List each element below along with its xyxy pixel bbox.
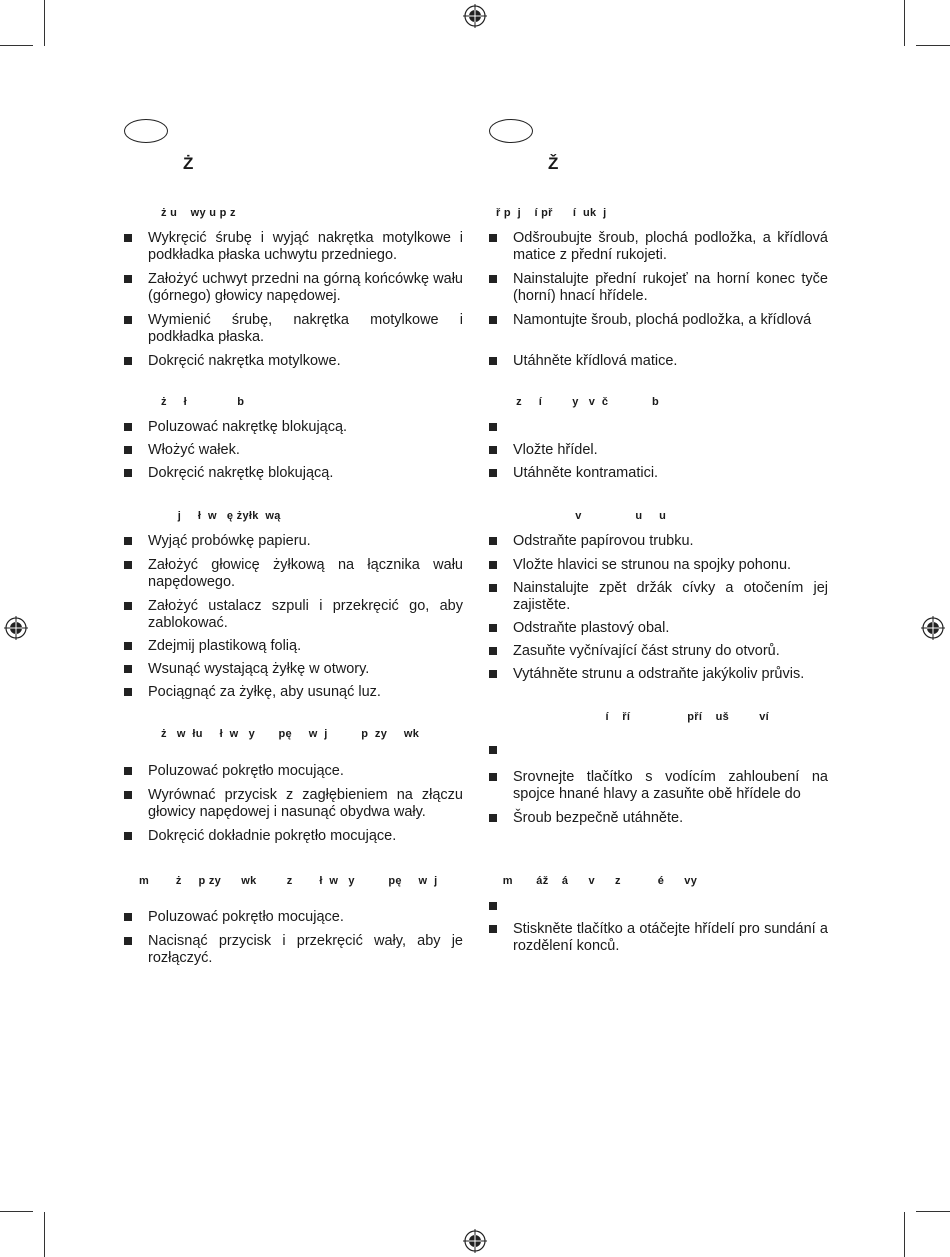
- list-item: Dokręcić nakrętka motylkowe.: [123, 353, 463, 370]
- crop-mark: [44, 0, 45, 46]
- bullet-icon: [124, 357, 132, 365]
- list-item: Utáhněte křídlová matice.: [488, 353, 828, 370]
- list-item: Odstraňte papírovou trubku.: [488, 533, 828, 550]
- crop-mark: [0, 1211, 33, 1212]
- list-item: Wyjąć probówkę papieru.: [123, 533, 463, 550]
- bullet-icon: [489, 584, 497, 592]
- bullet-icon: [489, 537, 497, 545]
- list-item: Zdejmij plastikową folią.: [123, 638, 463, 655]
- list-item: Nainstalujte zpět držák cívky a otočením jej zajistěte.: [488, 580, 828, 614]
- list-item: [488, 898, 828, 915]
- bullet-icon: [489, 902, 497, 910]
- bullet-icon: [489, 746, 497, 754]
- list-item: Namontujte šroub, plochá podložka, a křídlová: [488, 312, 828, 346]
- crop-mark: [904, 0, 905, 46]
- registration-mark-icon: [921, 616, 945, 640]
- bullet-icon: [124, 688, 132, 696]
- section-front-handle: [123, 206, 463, 370]
- page-title: Ž: [548, 154, 559, 173]
- list-item: Utáhněte kontramatici.: [488, 465, 828, 482]
- list-item: Nacisnąć przycisk i przekręcić wały, aby je rozłączyć.: [123, 933, 463, 967]
- bullet-icon: [124, 469, 132, 477]
- crop-mark: [904, 1212, 905, 1257]
- bullet-icon: [489, 773, 497, 781]
- bullet-icon: [489, 624, 497, 632]
- bullet-icon: [124, 767, 132, 775]
- section-heading: m ż p zy wk z ł w y pę w j: [139, 875, 438, 887]
- bullet-icon: [124, 316, 132, 324]
- list-item: Vložte hlavici se strunou na spojky pohonu.: [488, 557, 828, 574]
- list-item: Wymienić śrubę, nakrętka motylkowe i podkładka płaska.: [123, 312, 463, 346]
- list-item: Włożyć wałek.: [123, 442, 463, 459]
- section-heading: m áž á v z é vy: [496, 875, 698, 887]
- list-item: [488, 742, 828, 759]
- bullet-icon: [124, 537, 132, 545]
- list-item: Wykręcić śrubę i wyjąć nakrętka motylkowe i podkładka płaska uchwytu przedniego.: [123, 230, 463, 264]
- list-item: Poluzować pokrętło mocujące.: [123, 763, 463, 780]
- section-line-head: [488, 509, 828, 683]
- section-line-head: [123, 509, 463, 701]
- registration-mark-icon: [4, 616, 28, 640]
- crop-mark: [916, 45, 950, 46]
- list-item: Srovnejte tlačítko s vodícím zahloubení na spojce hnané hlavy a zasuňte obě hřídele do: [488, 769, 828, 803]
- section-front-handle: [488, 206, 828, 370]
- bullet-icon: [124, 561, 132, 569]
- bullet-icon: [124, 423, 132, 431]
- language-badge: [489, 119, 533, 143]
- list-item: Stiskněte tlačítko a otáčejte hřídelí pro sundání a rozdělení konců.: [488, 921, 828, 955]
- list-item: Dokręcić nakrętkę blokującą.: [123, 465, 463, 482]
- list-item: Dokręcić dokładnie pokrętło mocujące.: [123, 828, 463, 845]
- list-item: Założyć głowicę żyłkową na łącznika wału napędowego.: [123, 557, 463, 591]
- section-heading: í ří pří uš ví: [488, 711, 770, 723]
- section-heading: ż w łu ł w y pę w j p zy wk: [161, 728, 420, 740]
- list-item: Odstraňte plastový obal.: [488, 620, 828, 637]
- bullet-icon: [489, 925, 497, 933]
- bullet-icon: [124, 913, 132, 921]
- bullet-icon: [124, 275, 132, 283]
- list-item: Vložte hřídel.: [488, 442, 828, 459]
- bullet-icon: [489, 275, 497, 283]
- page-title: Ż: [183, 154, 194, 173]
- registration-mark-icon: [463, 1229, 487, 1253]
- bullet-icon: [489, 316, 497, 324]
- list-item: Nainstalujte přední rukojeť na horní konec tyče (horní) hnací hřídele.: [488, 271, 828, 305]
- section-connect-shafts: [123, 727, 463, 845]
- list-item: Wsunąć wystającą żyłkę w otwory.: [123, 661, 463, 678]
- bullet-icon: [124, 791, 132, 799]
- bullet-icon: [489, 446, 497, 454]
- crop-mark: [916, 1211, 950, 1212]
- section-heading: ř p j í př í uk j: [496, 207, 607, 219]
- bullet-icon: [489, 561, 497, 569]
- list-item: Zasuňte vyčnívající část struny do otvorů.: [488, 643, 828, 660]
- bullet-icon: [124, 602, 132, 610]
- section-connect-shafts: [488, 710, 828, 827]
- list-item: Šroub bezpečně utáhněte.: [488, 810, 828, 827]
- section-heading: j ł w ę żyłk wą: [161, 510, 281, 522]
- list-item: Założyć ustalacz szpuli i przekręcić go, aby zablokować.: [123, 598, 463, 632]
- bullet-icon: [124, 665, 132, 673]
- list-item: Odšroubujte šroub, plochá podložka, a křídlová matice z přední rukojeti.: [488, 230, 828, 264]
- bullet-icon: [489, 357, 497, 365]
- crop-mark: [44, 1212, 45, 1257]
- bullet-icon: [489, 423, 497, 431]
- list-item: Vytáhněte strunu a odstraňte jakýkoliv průvis.: [488, 666, 828, 683]
- section-shaft: [488, 395, 828, 482]
- list-item: Wyrównać przycisk z zagłębieniem na złączu głowicy napędowej i nasunąć obydwa wały.: [123, 787, 463, 821]
- bullet-icon: [489, 647, 497, 655]
- bullet-icon: [124, 642, 132, 650]
- section-heading: ż ł b: [161, 396, 245, 408]
- crop-mark: [0, 45, 33, 46]
- bullet-icon: [489, 234, 497, 242]
- section-disconnect-shafts: [123, 874, 463, 967]
- list-item: [488, 419, 828, 436]
- bullet-icon: [489, 670, 497, 678]
- list-item: Poluzować pokrętło mocujące.: [123, 909, 463, 926]
- bullet-icon: [489, 469, 497, 477]
- bullet-icon: [124, 234, 132, 242]
- section-heading: ż u wy u p z: [161, 207, 236, 219]
- bullet-icon: [124, 832, 132, 840]
- list-item: Założyć uchwyt przedni na górną końcówkę wału (górnego) głowicy napędowej.: [123, 271, 463, 305]
- language-badge: [124, 119, 168, 143]
- registration-mark-icon: [463, 4, 487, 28]
- section-shaft: [123, 395, 463, 482]
- bullet-icon: [124, 446, 132, 454]
- list-item: Pociągnąć za żyłkę, aby usunąć luz.: [123, 684, 463, 701]
- section-disconnect-shafts: [488, 874, 828, 955]
- bullet-icon: [489, 814, 497, 822]
- list-item: Poluzować nakrętkę blokującą.: [123, 419, 463, 436]
- section-heading: z í y v č b: [496, 396, 659, 408]
- section-heading: v u u: [488, 510, 667, 522]
- bullet-icon: [124, 937, 132, 945]
